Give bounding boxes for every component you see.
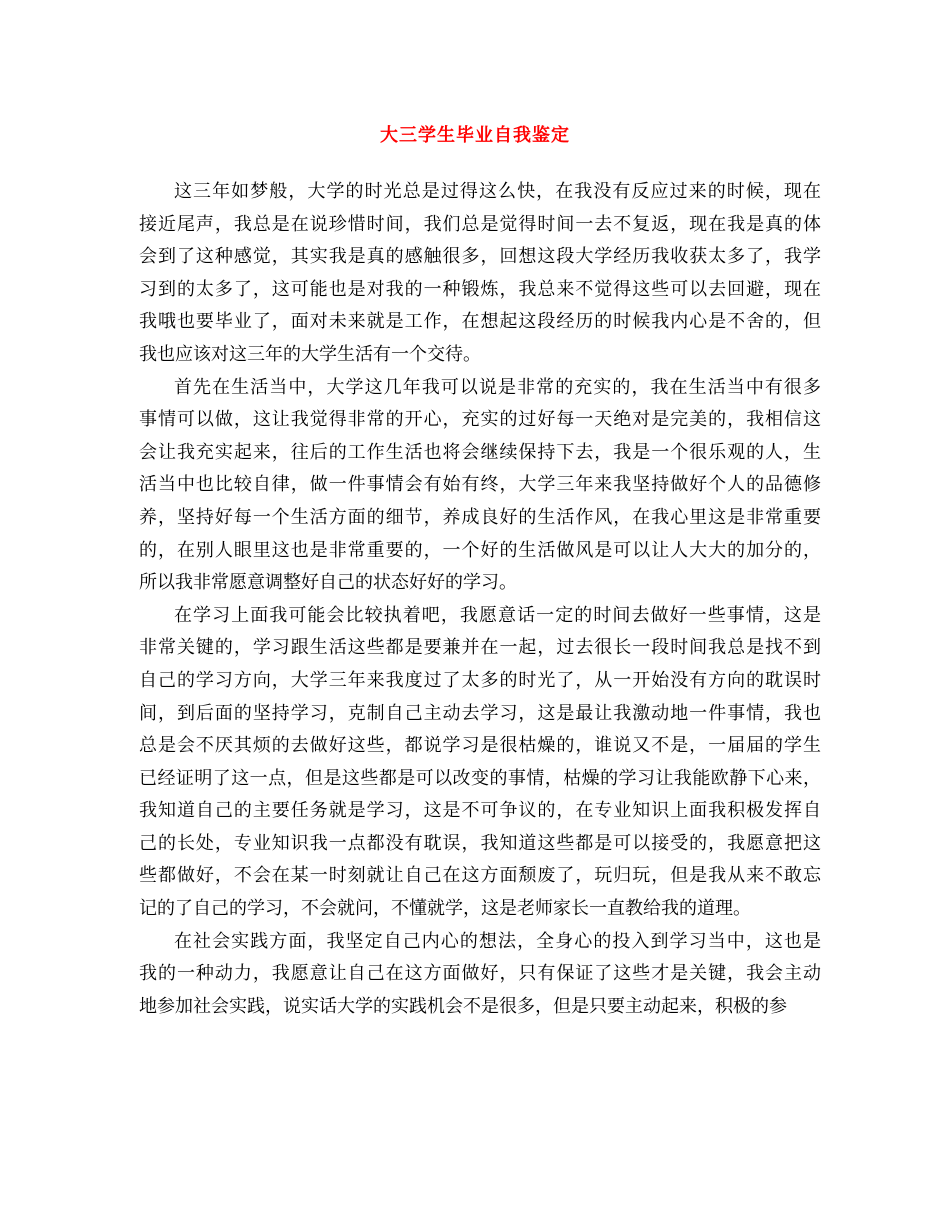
text-line: 些都做好，不会在某一时刻就让自己在这方面颓废了，玩归玩，但是我从来不敢忘 [139,865,821,887]
paragraph [139,600,821,926]
paragraph [139,176,821,372]
text-line: 在社会实践方面，我坚定自己内心的想法，全身心的投入到学习当中，这也是 [174,930,821,952]
text-line: 会到了这种感觉，其实我是真的感触很多，回想这段大学经历我收获太多了，我学 [139,246,821,268]
text-line: 事情可以做，这让我觉得非常的开心，充实的过好每一天绝对是完美的，我相信这 [139,409,821,431]
text-line: 己的长处，专业知识我一点都没有耽误，我知道这些都是可以接受的，我愿意把这 [139,832,821,854]
text-line: 间，到后面的坚持学习，克制自己主动去学习，这是最让我激动地一件事情，我也 [139,702,821,724]
text-line: 记的了自己的学习，不会就问，不懂就学，这是老师家长一直教给我的道理。 [139,898,751,920]
text-line: 自己的学习方向，大学三年来我度过了太多的时光了，从一开始没有方向的耽误时 [139,669,821,691]
text-line: 接近尾声，我总是在说珍惜时间，我们总是觉得时间一去不复返，现在我是真的体 [139,213,821,235]
text-line: 在学习上面我可能会比较执着吧，我愿意话一定的时间去做好一些事情，这是 [174,604,821,626]
text-line: 所以我非常愿意调整好自己的状态好好的学习。 [139,572,517,594]
text-line: 这三年如梦般，大学的时光总是过得这么快，在我没有反应过来的时候，现在 [174,181,821,202]
paragraph [139,372,821,600]
text-line: 我知道自己的主要任务就是学习，这是不可争议的，在专业知识上面我积极发挥自 [139,800,821,822]
text-line: 习到的太多了，这可能也是对我的一种锻炼，我总来不觉得这些可以去回避，现在 [139,278,821,300]
text-line: 我的一种动力，我愿意让自己在这方面做好，只有保证了这些才是关键，我会主动 [139,963,821,985]
text-line: 非常关键的，学习跟生活这些都是要兼并在一起，过去很长一段时间我总是找不到 [139,637,821,659]
document-body [139,176,821,1023]
text-line: 我哦也要毕业了，面对未来就是工作，在想起这段经历的时候我内心是不舍的，但 [139,311,821,333]
text-line: 的，在别人眼里这也是非常重要的，一个好的生活做风是可以让人大大的加分的， [139,539,821,561]
text-line: 总是会不厌其烦的去做好这些，都说学习是很枯燥的，谁说又不是，一届届的学生 [139,735,821,757]
text-line: 活当中也比较自律，做一件事情会有始有终，大学三年来我坚持做好个人的品德修 [139,474,821,496]
text-line: 地参加社会实践，说实话大学的实践机会不是很多，但是只要主动起来，积极的参 [139,995,787,1017]
text-line: 我也应该对这三年的大学生活有一个交待。 [139,343,481,365]
text-line: 首先在生活当中，大学这几年我可以说是非常的充实的，我在生活当中有很多 [174,376,821,398]
text-line: 会让我充实起来，往后的工作生活也将会继续保持下去，我是一个很乐观的人，生 [139,441,821,463]
text-line: 已经证明了这一点，但是这些都是可以改变的事情，枯燥的学习让我能欧静下心来， [139,767,821,789]
paragraph [139,926,821,1024]
document-title: 大三学生毕业自我鉴定 [380,125,570,146]
text-line: 养，坚持好每一个生活方面的细节，养成良好的生活作风，在我心里这是非常重要 [139,506,821,528]
